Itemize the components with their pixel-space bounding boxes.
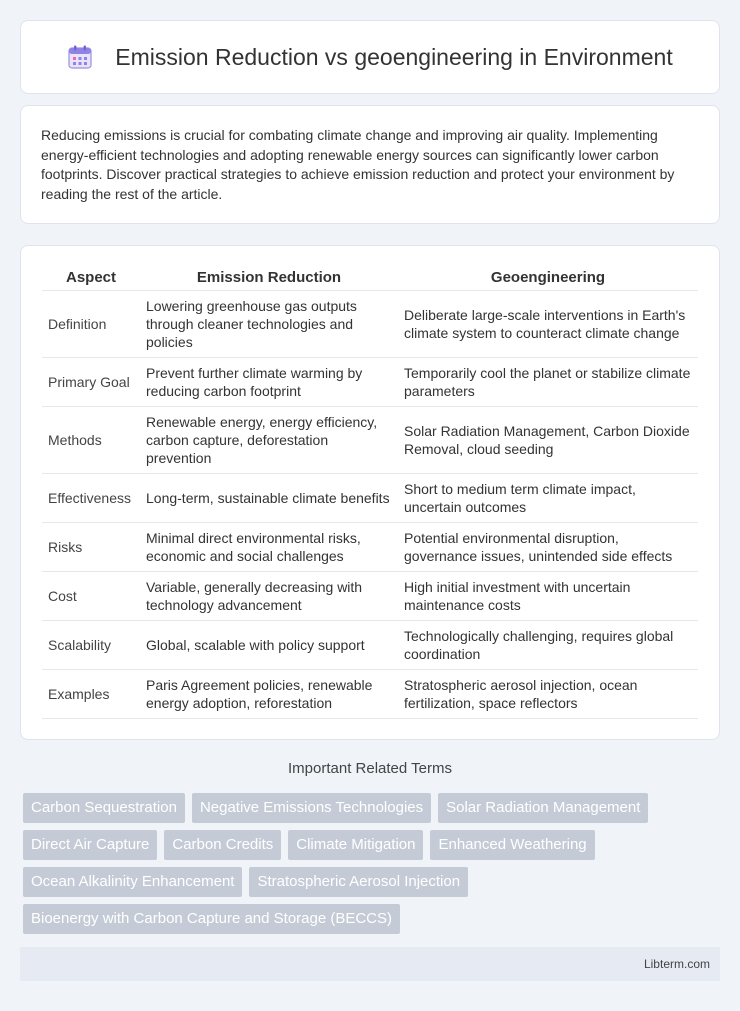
- intro-text: Reducing emissions is crucial for combating climate change and improving air quality. Implementing energy-efficient technologies and adopting renewable energy sources can significantly lower carbon footprints. Discover practical strategies to achieve emission reduction and protect your environment by reading the rest of the article.: [41, 127, 675, 202]
- row-emission-reduction: Renewable energy, energy efficiency, carbon capture, deforestation prevention: [140, 407, 398, 474]
- comparison-table: [42, 264, 698, 719]
- page-title: Emission Reduction vs geoengineering in Environment: [115, 43, 673, 70]
- table-row: [42, 291, 698, 358]
- tag-solar-radiation-management[interactable]: Solar Radiation Management: [438, 793, 648, 823]
- row-emission-reduction: Global, scalable with policy support: [140, 621, 398, 670]
- tag-enhanced-weathering[interactable]: Enhanced Weathering: [430, 830, 594, 860]
- header-geoengineering: Geoengineering: [398, 264, 698, 291]
- row-emission-reduction: Variable, generally decreasing with technology advancement: [140, 572, 398, 621]
- row-aspect: Risks: [42, 523, 140, 572]
- tag-ocean-alkalinity-enhancement[interactable]: Ocean Alkalinity Enhancement: [23, 867, 242, 897]
- row-aspect: Scalability: [42, 621, 140, 670]
- row-geoengineering: Technologically challenging, requires global coordination: [398, 621, 698, 670]
- row-geoengineering: Short to medium term climate impact, uncertain outcomes: [398, 474, 698, 523]
- tag-negative-emissions-technologies[interactable]: Negative Emissions Technologies: [192, 793, 431, 823]
- row-emission-reduction: Long-term, sustainable climate benefits: [140, 474, 398, 523]
- tag-direct-air-capture[interactable]: Direct Air Capture: [23, 830, 157, 860]
- row-geoengineering: Potential environmental disruption, governance issues, unintended side effects: [398, 523, 698, 572]
- row-geoengineering: High initial investment with uncertain maintenance costs: [398, 572, 698, 621]
- intro-card: [20, 105, 720, 224]
- row-geoengineering: Temporarily cool the planet or stabilize climate parameters: [398, 358, 698, 407]
- tag-climate-mitigation[interactable]: Climate Mitigation: [288, 830, 423, 860]
- table-row: [42, 523, 698, 572]
- row-aspect: Cost: [42, 572, 140, 621]
- table-header-row: [42, 264, 698, 291]
- row-emission-reduction: Lowering greenhouse gas outputs through cleaner technologies and policies: [140, 291, 398, 358]
- footer-site-link[interactable]: Libterm.com: [643, 957, 710, 971]
- tag-stratospheric-aerosol-injection[interactable]: Stratospheric Aerosol Injection: [249, 867, 468, 897]
- table-row: [42, 407, 698, 474]
- row-aspect: Methods: [42, 407, 140, 474]
- row-aspect: Examples: [42, 670, 140, 719]
- row-emission-reduction: Prevent further climate warming by reducing carbon footprint: [140, 358, 398, 407]
- table-row: [42, 670, 698, 719]
- table-row: [42, 474, 698, 523]
- header-card: [20, 20, 720, 94]
- row-aspect: Definition: [42, 291, 140, 358]
- row-emission-reduction: Minimal direct environmental risks, economic and social challenges: [140, 523, 398, 572]
- row-emission-reduction: Paris Agreement policies, renewable energy adoption, reforestation: [140, 670, 398, 719]
- header-emission-reduction: Emission Reduction: [140, 264, 398, 291]
- tag-carbon-sequestration[interactable]: Carbon Sequestration: [23, 793, 185, 823]
- header-aspect: Aspect: [42, 264, 140, 291]
- related-terms-tags: [23, 793, 723, 941]
- related-terms-title: Important Related Terms: [288, 760, 452, 777]
- row-aspect: Effectiveness: [42, 474, 140, 523]
- row-geoengineering: Stratospheric aerosol injection, ocean fertilization, space reflectors: [398, 670, 698, 719]
- row-geoengineering: Solar Radiation Management, Carbon Dioxide Removal, cloud seeding: [398, 407, 698, 474]
- table-row: [42, 358, 698, 407]
- tag-beccs[interactable]: Bioenergy with Carbon Capture and Storage (BECCS): [23, 904, 400, 934]
- row-geoengineering: Deliberate large-scale interventions in Earth's climate system to counteract climate change: [398, 291, 698, 358]
- comparison-table-card: [20, 245, 720, 740]
- row-aspect: Primary Goal: [42, 358, 140, 407]
- table-row: [42, 621, 698, 670]
- tag-carbon-credits[interactable]: Carbon Credits: [164, 830, 281, 860]
- footer: [20, 947, 720, 981]
- table-row: [42, 572, 698, 621]
- calendar-icon: [67, 44, 93, 70]
